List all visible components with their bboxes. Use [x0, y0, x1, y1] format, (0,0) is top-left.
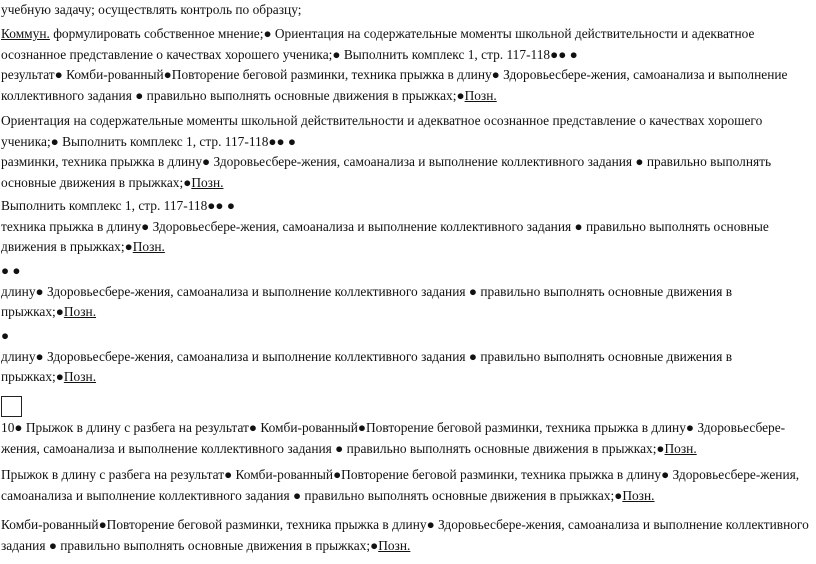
- paragraph-3: [1, 196, 813, 258]
- empty-box: [1, 396, 22, 417]
- pozn-link-6[interactable]: Позн.: [664, 440, 697, 456]
- pozn-link-5[interactable]: Позн.: [63, 369, 97, 384]
- pozn-link-4[interactable]: Позн.: [63, 304, 97, 319]
- paragraph-8: [1, 515, 813, 556]
- pozn-link-7[interactable]: Позн.: [622, 487, 655, 503]
- paragraph-5-text-2: длину● Здоровьесбере-жения, самоанализа и выполнение коллективного задания ● правильно выполнять основные движения в прыжках;●: [1, 348, 733, 384]
- paragraph-5: [1, 326, 813, 388]
- paragraph-4: [1, 261, 813, 323]
- paragraph-8-text: Комби-рованный●Повторение беговой разминки, техника прыжка в длину● Здоровьесбере-жения, самоанализа и выполнение коллективного задания ● правильно выполнять основные движения в прыжках;●: [1, 517, 809, 553]
- pozn-link-1[interactable]: Позн.: [464, 87, 497, 103]
- paragraph-5-text-1: ●: [1, 328, 10, 343]
- line-0: [1, 0, 813, 21]
- paragraph-2-text-1: Ориентация на содержательные моменты школьной действительности и адекватное осознанное представление о качествах хорошего ученика;● Выполнить комплекс 1, стр. 117-118●● ●: [1, 113, 763, 149]
- paragraph-3-text-1: Выполнить комплекс 1, стр. 117-118●● ●: [1, 198, 235, 213]
- pozn-link-8[interactable]: Позн.: [378, 537, 411, 553]
- paragraph-4-text-1: ● ●: [1, 263, 21, 278]
- paragraph-1: [1, 24, 813, 106]
- paragraph-7: [1, 465, 813, 506]
- paragraph-6-text: 10● Прыжок в длину с разбега на результат● Комби-рованный●Повторение беговой разминки, техника прыжка в длину● Здоровьесбере-жения, самоанализа и выполнение коллективного задания ● правильно выполнять основные движения в прыжках;●: [1, 420, 786, 456]
- paragraph-6: [1, 418, 813, 459]
- paragraph-1-text-1: формулировать собственное мнение;● Ориентация на содержательные моменты школьной действительности и адекватное осознанное представление о качествах хорошего ученика;● Выполнить комплекс 1, стр. 117-118●● ●: [1, 26, 755, 62]
- paragraph-4-text-2: длину● Здоровьесбере-жения, самоанализа и выполнение коллективного задания ● правильно выполнять основные движения в прыжках;●: [1, 283, 733, 319]
- paragraph-2-text-2: разминки, техника прыжка в длину● Здоровьесбере-жения, самоанализа и выполнение коллективного задания ● правильно выполнять основные движения в прыжках;●: [1, 154, 772, 190]
- pozn-link-3[interactable]: Позн.: [132, 239, 165, 254]
- line-0-text: учебную задачу; осуществлять контроль по образцу;: [1, 2, 302, 17]
- kommun-link[interactable]: Коммун.: [1, 26, 50, 41]
- pozn-link-2[interactable]: Позн.: [191, 174, 224, 190]
- paragraph-2: [1, 111, 813, 193]
- paragraph-1-text-2: результат● Комби-рованный●Повторение беговой разминки, техника прыжка в длину● Здоровьесбере-жения, самоанализа и выполнение коллективного задания ● правильно выполнять основные движения в прыжках;●: [1, 67, 788, 103]
- paragraph-3-text-2: техника прыжка в длину● Здоровьесбере-жения, самоанализа и выполнение коллективного задания ● правильно выполнять основные движения в прыжках;●: [1, 218, 769, 254]
- paragraph-7-text: Прыжок в длину с разбега на результат● Комби-рованный●Повторение беговой разминки, техника прыжка в длину● Здоровьесбере-жения, самоанализа и выполнение коллективного задания ● правильно выполнять основные движения в прыжках;●: [1, 467, 800, 503]
